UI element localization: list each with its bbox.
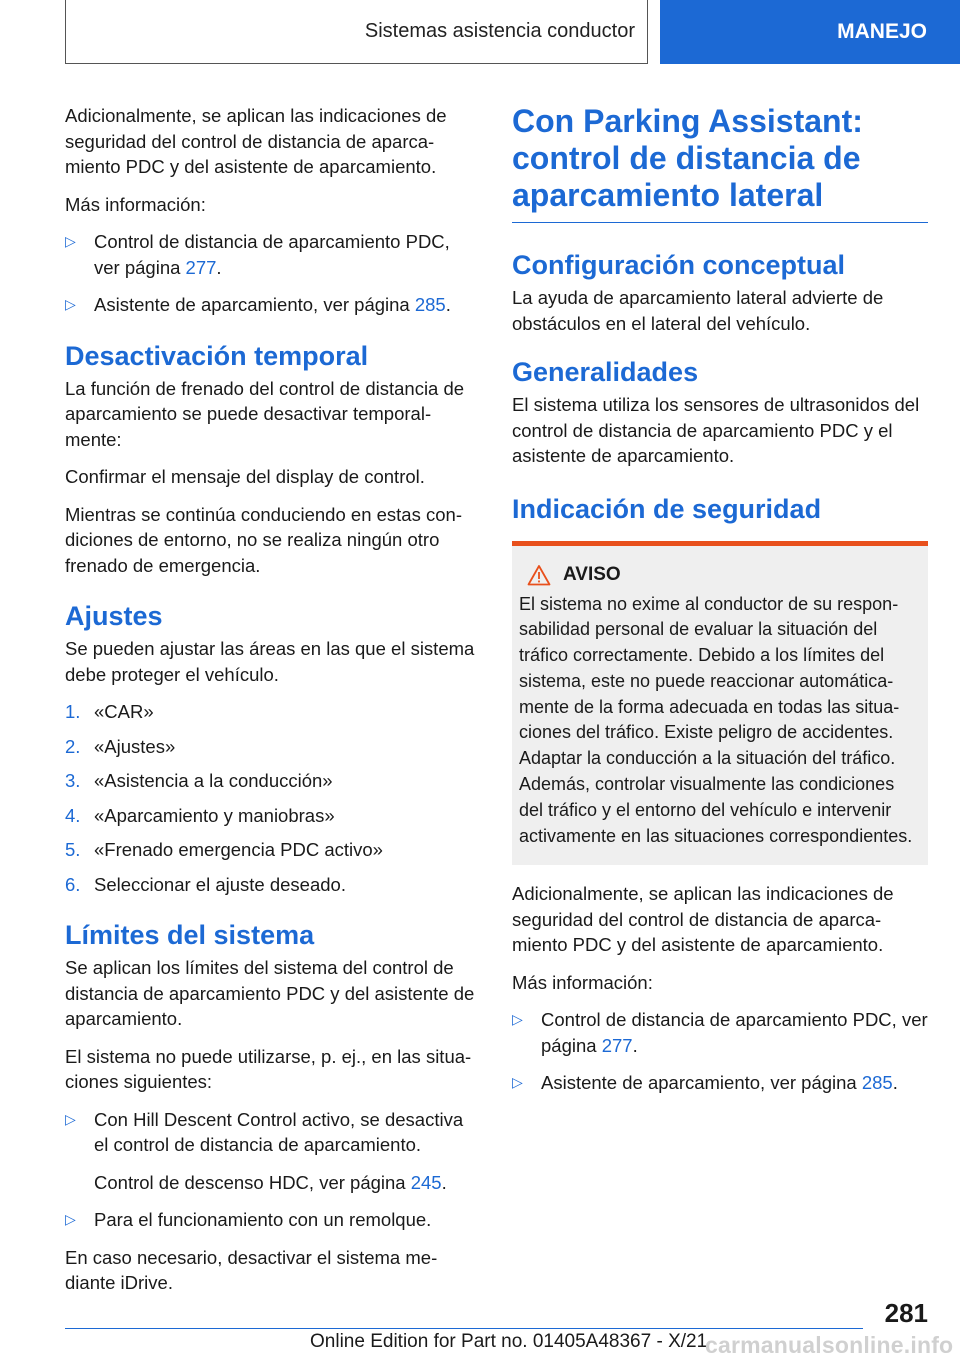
chapter-tab-text: MANEJO — [837, 20, 927, 43]
heading-conceptual-configuration: Configuración conceptual — [512, 250, 846, 280]
page-link[interactable]: 285 — [861, 1072, 893, 1094]
triangle-right-icon: ▷ — [65, 1110, 76, 1127]
warning-text: El sistema no exime al conductor de su responsabilidad personal de evaluar la situación del tráfico correctamente. Debido a los límites del sistema, este no puede reaccionar automáticamente de la forma adecuada en todas las situaciones del tráfico. Existe peligro de accidentes. Adaptar la conducción a la situación del tráfico. Además, controlar visualmente las condiciones del tráfico y el entorno del vehículo e intervenir activamente en las situaciones correspondientes. — [519, 593, 913, 846]
page-link[interactable]: 277 — [601, 1034, 633, 1056]
heading-system-limits: Límites del sistema — [65, 920, 315, 950]
triangle-right-icon: ▷ — [512, 1074, 523, 1091]
intro-paragraph: Adicionalmente, se aplican las indicaciones de seguridad del control de distancia de aparcamiento PDC y del asistente de aparcamiento. — [65, 105, 447, 177]
step-text: «CAR» — [94, 701, 154, 722]
paragraph: La función de frenado del control de distancia de aparcamiento se puede desactivar temporalmente: — [65, 377, 465, 450]
paragraph: La ayuda de aparcamiento lateral advierte de obstáculos en el lateral del vehículo. — [512, 287, 884, 334]
step-text: «Ajustes» — [94, 735, 176, 757]
step-item — [65, 699, 478, 725]
footer-edition: Online Edition for Part no. 01405A48367 - X/21 — [310, 1331, 708, 1352]
triangle-right-icon: ▷ — [65, 1211, 76, 1227]
chapter-heading: Con Parking Assistant: control de distancia de aparcamiento lateral — [512, 103, 928, 223]
chapter-tab — [660, 0, 960, 64]
list-item: ▷ Asistente de aparcamiento, ver página 285. — [512, 1070, 928, 1096]
more-info-label: Más información: — [65, 193, 206, 215]
step-item — [65, 872, 478, 898]
list-item: ▷ Asistente de aparcamiento, ver página 285. — [65, 292, 478, 318]
step-text: «Asistencia a la conducción» — [94, 770, 333, 791]
step-item — [65, 734, 478, 760]
section-title — [65, 0, 648, 64]
heading-settings: Ajustes — [65, 601, 163, 631]
paragraph: El sistema no puede utilizarse, p. ej., en las situaciones siguientes: — [65, 1045, 472, 1092]
list-item: ▷ Control de distancia de aparcamiento PDC, ver página 277. — [512, 1007, 928, 1058]
page-link[interactable]: 285 — [414, 294, 446, 315]
left-column — [65, 103, 478, 1308]
step-number: 4. — [65, 804, 81, 826]
step-number: 2. — [65, 735, 81, 757]
paragraph: En caso necesario, desactivar el sistema mediante iDrive. — [65, 1246, 438, 1293]
step-item — [65, 837, 478, 863]
list-item: ▷ Para el funcionamiento con un remolque. — [65, 1207, 478, 1233]
step-text: «Frenado emergencia PDC activo» — [94, 839, 383, 860]
paragraph: El sistema utiliza los sensores de ultrasonidos del control de distancia de aparcamiento PDC y el asistente de aparcamiento. — [512, 394, 920, 466]
warning-triangle-icon — [527, 564, 551, 586]
intro-paragraph: Adicionalmente, se aplican las indicaciones de seguridad del control de distancia de aparcamiento PDC y del asistente de aparcamiento. — [512, 883, 894, 956]
step-number: 6. — [65, 873, 81, 895]
paragraph: Se aplican los límites del sistema del control de distancia de aparcamiento PDC y del asistente de aparcamiento. — [65, 957, 475, 1029]
paragraph: Confirmar el mensaje del display de control. — [65, 466, 425, 487]
watermark-brand: carmanualsonline.info — [705, 1331, 954, 1358]
step-number: 5. — [65, 839, 81, 860]
right-column — [512, 103, 928, 1108]
page-number: 281 — [884, 1298, 928, 1328]
triangle-right-icon: ▷ — [65, 296, 76, 312]
page-link[interactable]: 245 — [410, 1171, 442, 1193]
more-info-label: Más información: — [512, 971, 653, 993]
triangle-right-icon: ▷ — [512, 1011, 523, 1028]
list-item: ▷ Control de distancia de aparcamiento PDC, ver página 277. — [65, 229, 478, 280]
warning-box — [512, 541, 928, 866]
step-item — [65, 803, 478, 829]
warning-header — [527, 564, 922, 586]
section-title-text: Sistemas asistencia conductor — [364, 20, 635, 42]
paragraph: Se pueden ajustar las áreas en las que el sistema debe proteger el vehículo. — [65, 638, 475, 685]
heading-temporary-deactivation: Desactivación temporal — [65, 340, 369, 371]
step-text: Seleccionar el ajuste deseado. — [94, 873, 346, 895]
page-link[interactable]: 277 — [185, 256, 217, 278]
list-item: ▷ Con Hill Descent Control activo, se desactiva el control de distancia de aparcamiento. — [65, 1107, 478, 1158]
heading-general: Generalidades — [512, 357, 699, 387]
triangle-right-icon: ▷ — [65, 233, 76, 249]
step-item — [65, 768, 478, 794]
paragraph: Mientras se continúa conduciendo en estas condiciones de entorno, no se realiza ningún otro frenado de emergencia. — [65, 503, 462, 576]
heading-safety-notice: Indicación de seguridad — [512, 493, 822, 524]
step-text: «Aparcamiento y maniobras» — [94, 804, 335, 826]
sub-paragraph: Control de descenso HDC, ver página 245. — [94, 1171, 447, 1193]
step-number: 3. — [65, 770, 81, 791]
warning-title: AVISO — [563, 563, 621, 585]
step-number: 1. — [65, 701, 81, 722]
